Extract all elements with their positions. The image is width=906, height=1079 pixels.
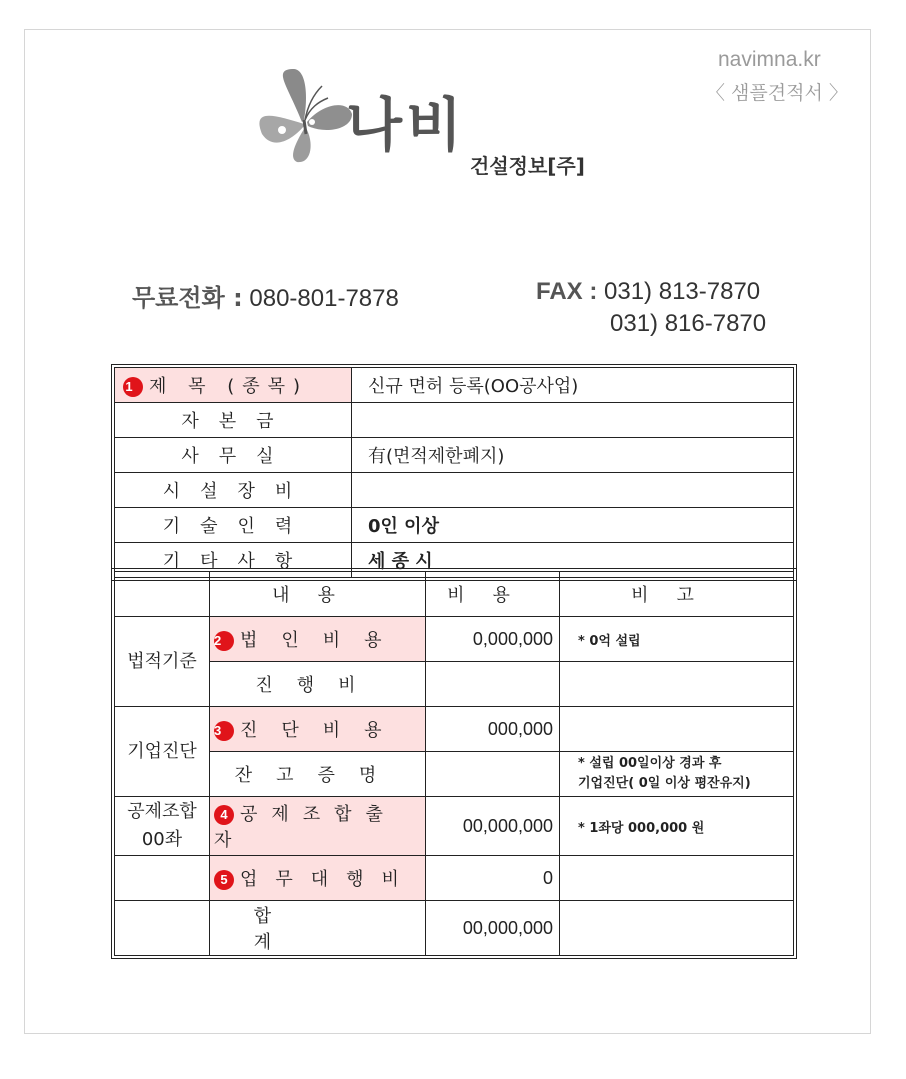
badge-4: 4 — [214, 805, 234, 825]
note-cell: * 1좌당 000,000 원 — [560, 797, 794, 856]
badge-3: 3 — [214, 721, 234, 741]
fax-line — [536, 278, 760, 306]
note-cell — [560, 901, 794, 956]
table-row — [115, 797, 794, 856]
site-url: navimna.kr — [718, 48, 821, 71]
logo-subtitle: 건설정보[주] — [470, 154, 585, 178]
note-cell: * 0억 설립 — [560, 617, 794, 662]
note-cell: * 설립 00일이상 경과 후 기업진단( 0일 이상 평잔유지) — [560, 752, 794, 797]
total-label: 합계 — [210, 901, 426, 956]
cost-cell: 000,000 — [426, 707, 560, 752]
cost-cell: 0 — [426, 856, 560, 901]
table-row — [115, 752, 794, 797]
section-legal: 법적기준 — [115, 617, 210, 707]
note-cell — [560, 662, 794, 707]
cost-cell — [426, 662, 560, 707]
section-diagnosis: 기업진단 — [115, 707, 210, 797]
summary-value: 신규 면허 등록(OO공사업) — [352, 368, 794, 403]
table-row — [115, 403, 794, 438]
summary-key: 1 제 목 (종목) — [115, 368, 352, 403]
cost-cell: 0,000,000 — [426, 617, 560, 662]
cost-cell: 00,000,000 — [426, 797, 560, 856]
item-cell: 2법인비용 — [210, 617, 426, 662]
summary-value — [352, 473, 794, 508]
summary-value: 有(면적제한폐지) — [352, 438, 794, 473]
section-union: 공제조합 00좌 — [115, 797, 210, 856]
badge-1: 1 — [123, 377, 143, 397]
company-logo — [252, 64, 622, 184]
table-row — [115, 368, 794, 403]
header-cost: 비용 — [426, 572, 560, 617]
item-cell: 잔고증명 — [210, 752, 426, 797]
fax-label: FAX : — [536, 278, 598, 305]
cost-table — [114, 571, 794, 956]
phone-number: 080-801-7878 — [249, 285, 399, 312]
header-note: 비고 — [560, 572, 794, 617]
table-row — [115, 438, 794, 473]
doc-type-label: 〈 샘플견적서 〉 — [706, 82, 848, 104]
summary-key: 기술인력 — [115, 508, 352, 543]
table-row — [115, 617, 794, 662]
section-empty — [115, 901, 210, 956]
summary-table — [114, 367, 794, 578]
logo-name: 나비 — [346, 91, 467, 159]
phone-label: 무료전화 : — [132, 284, 243, 312]
summary-key: 기타사항 — [115, 543, 352, 578]
item-cell: 3진단비용 — [210, 707, 426, 752]
total-cost: 00,000,000 — [426, 901, 560, 956]
summary-key: 자본금 — [115, 403, 352, 438]
note-cell — [560, 856, 794, 901]
item-cell: 진행비 — [210, 662, 426, 707]
table-row — [115, 508, 794, 543]
table-row — [115, 707, 794, 752]
summary-key: 사무실 — [115, 438, 352, 473]
section-empty — [115, 856, 210, 901]
fax-number-2: 031) 816-7870 — [610, 310, 767, 337]
summary-key: 시설장비 — [115, 473, 352, 508]
table-row — [115, 662, 794, 707]
badge-5: 5 — [214, 870, 234, 890]
summary-value: 0인 이상 — [352, 508, 794, 543]
item-cell: 5 업무대행비 — [210, 856, 426, 901]
note-cell — [560, 707, 794, 752]
table-header-row — [115, 572, 794, 617]
summary-value: 세 종 시 — [352, 543, 794, 578]
table-row — [115, 901, 794, 956]
table-row — [115, 473, 794, 508]
item-cell: 4 공제조합출자 — [210, 797, 426, 856]
header-content: 내용 — [210, 572, 426, 617]
fax-number-1: 031) 813-7870 — [604, 278, 761, 305]
phone-line — [132, 278, 399, 313]
badge-2: 2 — [214, 631, 234, 651]
summary-value — [352, 403, 794, 438]
table-row — [115, 856, 794, 901]
header-empty — [115, 572, 210, 617]
cost-cell — [426, 752, 560, 797]
